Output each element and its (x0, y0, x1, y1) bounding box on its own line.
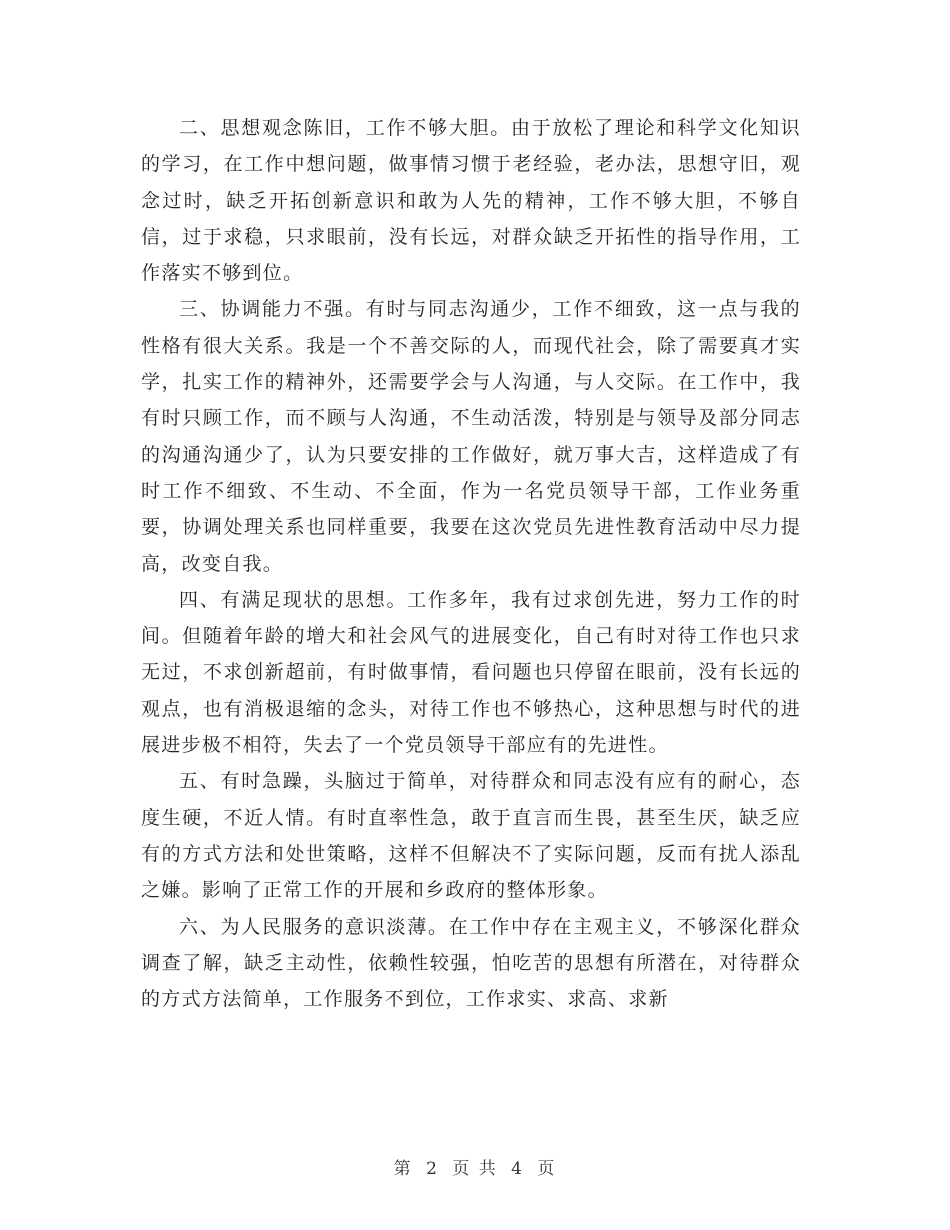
paragraph-4: 四、有满足现状的思想。工作多年，我有过求创先进，努力工作的时间。但随着年龄的增大和社会风气的进展变化，自己有时对待工作也只求无过，不求创新超前，有时做事情，看问题也只停留在眼前，没有长远的观点，也有消极退缩的念头，对待工作也不够热心，这种思想与时代的进展进步极不相符，失去了一个党员领导干部应有的先进性。 (141, 588, 801, 757)
page-number: 2 (426, 1159, 439, 1179)
page-footer (0, 1154, 950, 1179)
paragraph-2: 二、思想观念陈旧，工作不够大胆。由于放松了理论和科学文化知识的学习，在工作中想问题，做事情习惯于老经验，老办法，思想守旧，观念过时，缺乏开拓创新意识和敢为人先的精神，工作不够大胆，不够自信，过于求稳，只求眼前，没有长远，对群众缺乏开拓性的指导作用，工作落实不够到位。 (141, 117, 801, 285)
footer-prefix: 第 (393, 1159, 413, 1179)
total-pages: 4 (511, 1159, 524, 1179)
footer-middle: 页 共 (452, 1159, 498, 1179)
paragraph-6: 六、为人民服务的意识淡薄。在工作中存在主观主义，不够深化群众调查了解，缺乏主动性，依赖性较强，怕吃苦的思想有所潜在，对待群众的方式方法简单，工作服务不到位，工作求实、求高、求新 (141, 915, 801, 1011)
footer-suffix: 页 (537, 1159, 557, 1179)
paragraph-5: 五、有时急躁，头脑过于简单，对待群众和同志没有应有的耐心，态度生硬，不近人情。有时直率性急，敢于直言而生畏，甚至生厌，缺乏应有的方式方法和处世策略，这样不但解决不了实际问题，反而有扰人添乱之嫌。影响了正常工作的开展和乡政府的整体形象。 (141, 770, 801, 902)
document-body (141, 110, 801, 1017)
paragraph-3: 三、协调能力不强。有时与同志沟通少，工作不细致，这一点与我的性格有很大关系。我是一个不善交际的人，而现代社会，除了需要真才实学，扎实工作的精神外，还需要学会与人沟通，与人交际。在工作中，我有时只顾工作，而不顾与人沟通，不生动活泼，特别是与领导及部分同志的沟通沟通少了，认为只要安排的工作做好，就万事大吉，这样造成了有时工作不细致、不生动、不全面，作为一名党员领导干部，工作业务重要，协调处理关系也同样重要，我要在这次党员先进性教育活动中尽力提高，改变自我。 (141, 298, 801, 575)
